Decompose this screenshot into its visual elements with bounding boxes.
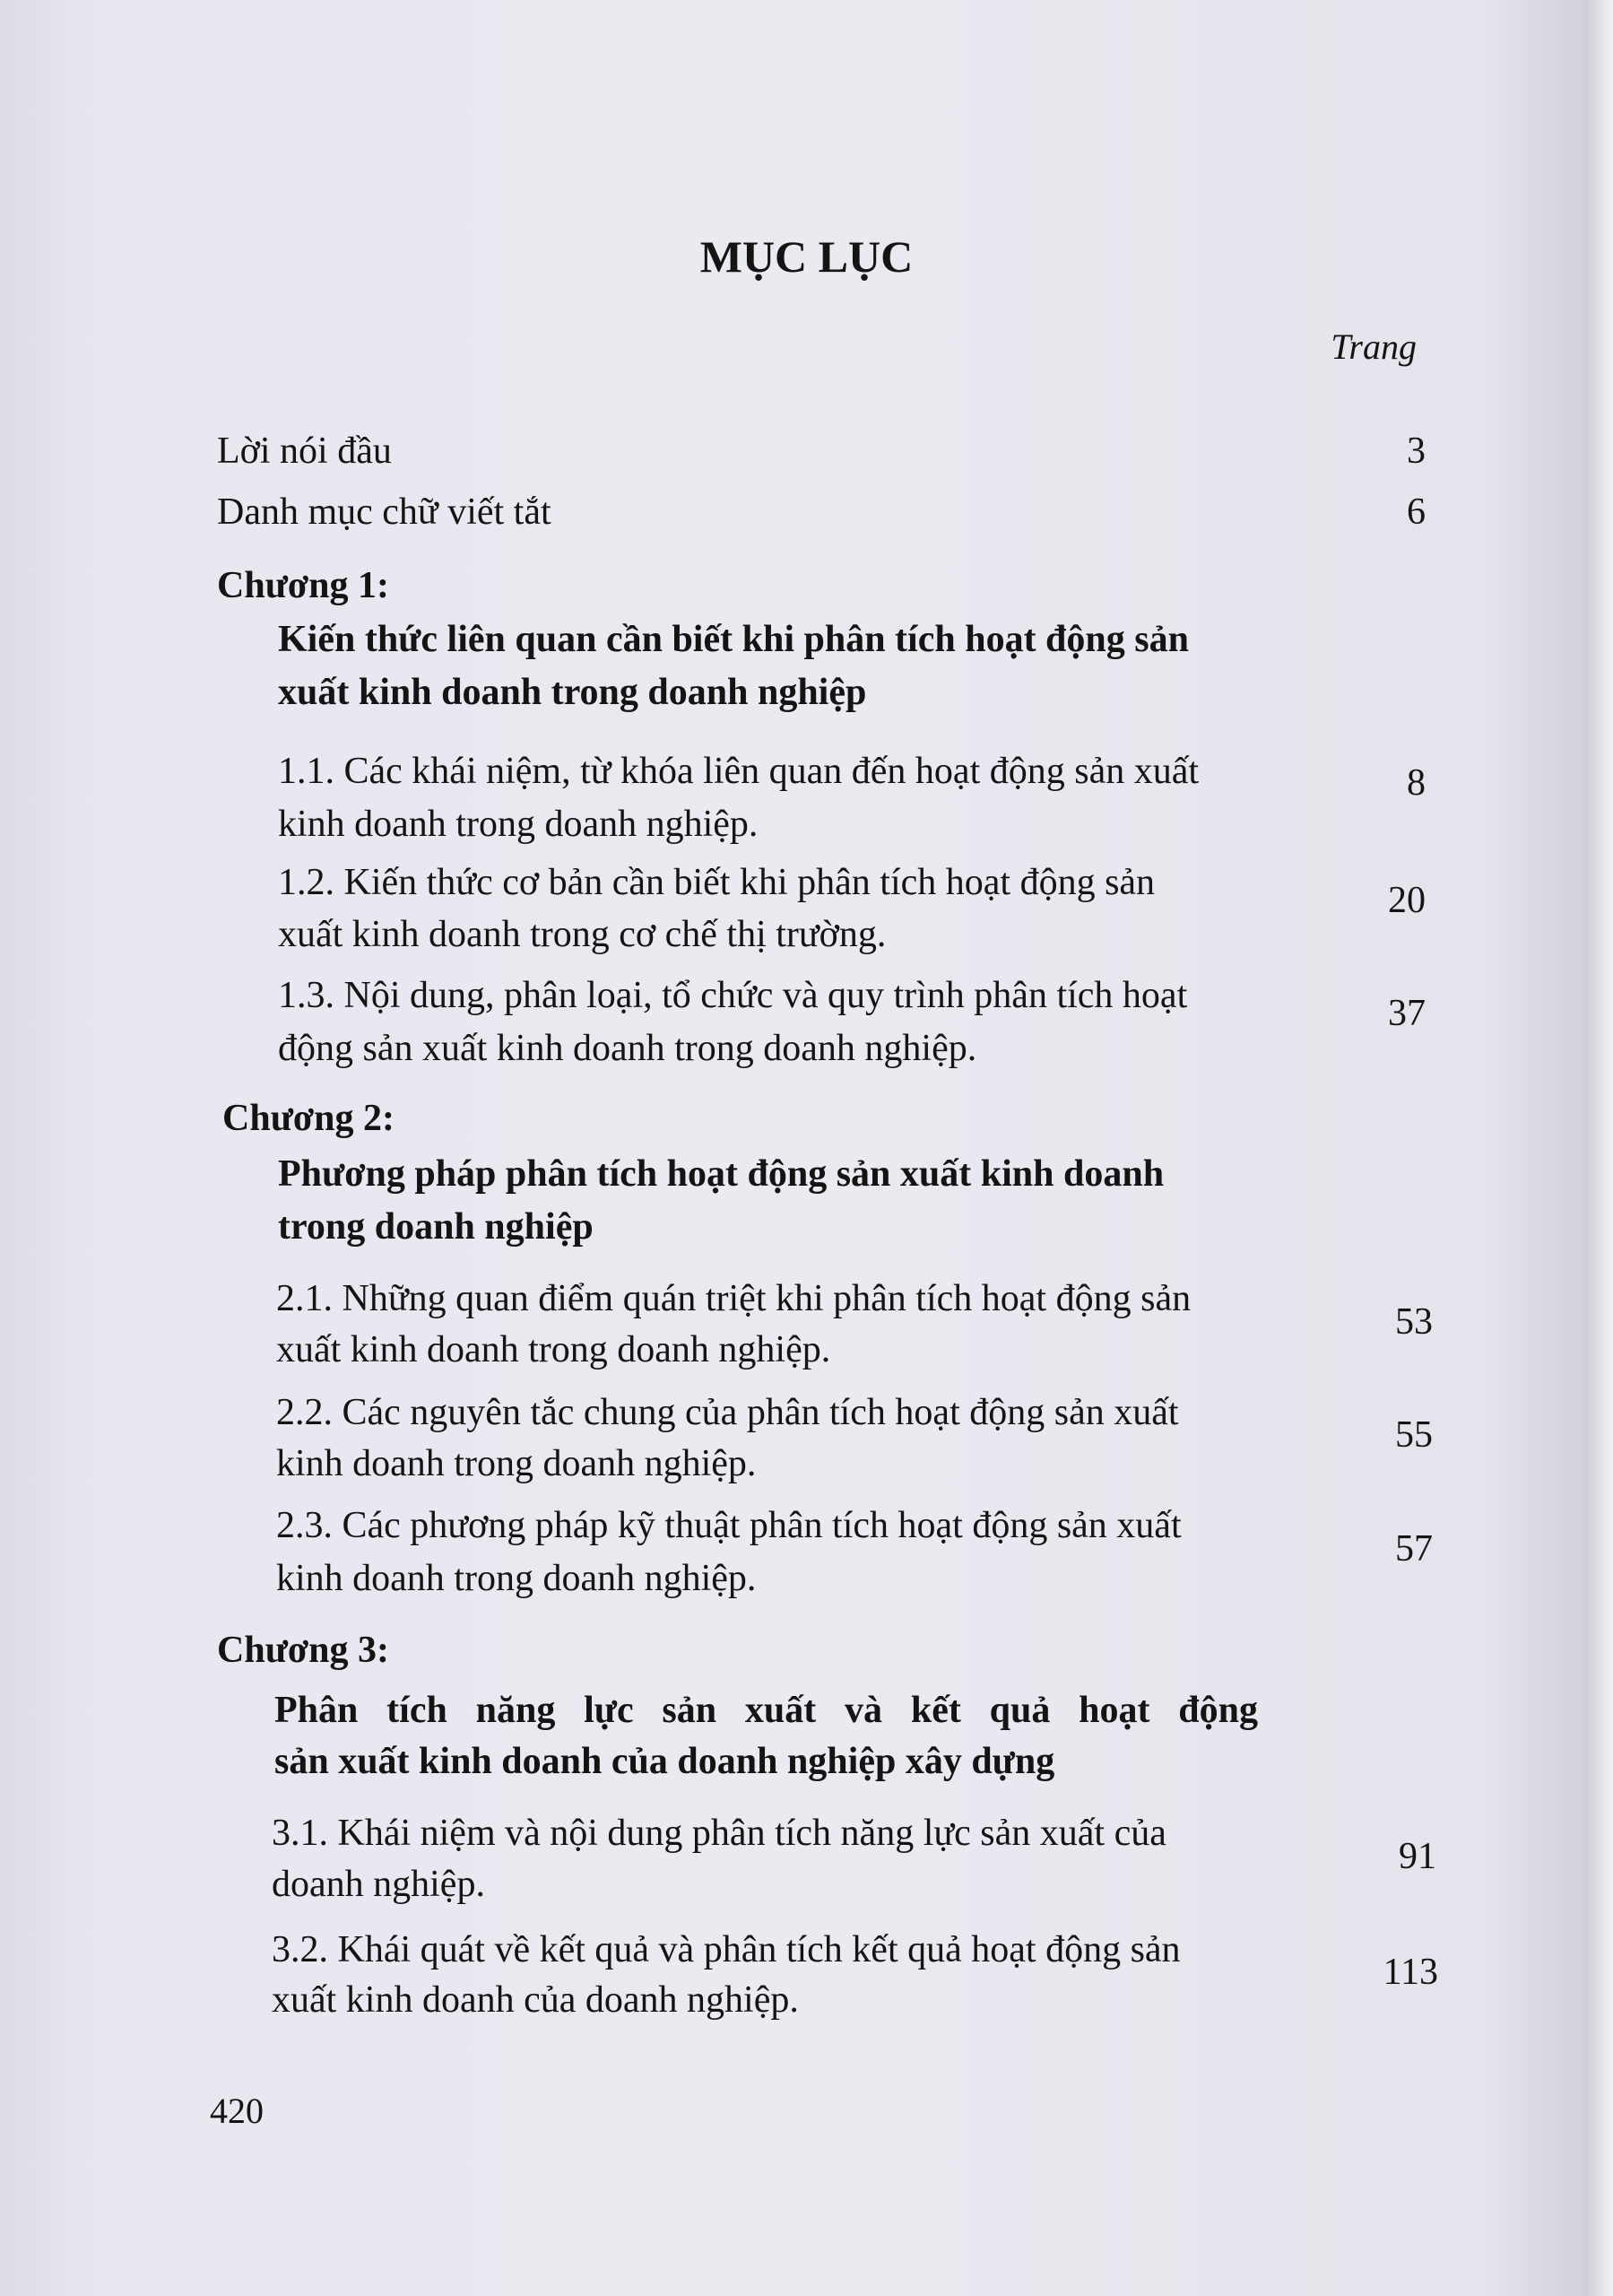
toc-entry-foreword: Lời nói đầu (217, 430, 392, 472)
section-line: 2.2. Các nguyên tắc chung của phân tích hoạt động sản xuất (276, 1392, 1179, 1433)
toc-page-number: 37 (1388, 993, 1426, 1034)
toc-page-number: 6 (1407, 491, 1426, 533)
chapter-heading-line: Phương pháp phân tích hoạt động sản xuất kinh doanh (278, 1153, 1165, 1195)
section-line: 3.1. Khái niệm và nội dung phân tích năng lực sản xuất của (272, 1813, 1166, 1854)
section-line: doanh nghiệp. (272, 1864, 485, 1905)
toc-entry-abbreviations: Danh mục chữ viết tắt (217, 491, 551, 533)
section-line: kinh doanh trong doanh nghiệp. (278, 804, 759, 845)
toc-page-number: 20 (1388, 880, 1426, 921)
chapter-heading-line: xuất kinh doanh trong doanh nghiệp (278, 672, 867, 713)
section-line: xuất kinh doanh của doanh nghiệp. (272, 1979, 799, 2021)
toc-page-number: 3 (1407, 430, 1426, 472)
chapter-heading-line: Kiến thức liên quan cần biết khi phân tích hoạt động sản (278, 619, 1189, 660)
chapter-label: Chương 3: (217, 1630, 389, 1671)
section-line: xuất kinh doanh trong doanh nghiệp. (276, 1329, 831, 1370)
toc-page-number: 8 (1407, 762, 1426, 804)
toc-page-number: 91 (1399, 1836, 1436, 1877)
section-line: 1.3. Nội dung, phân loại, tổ chức và quy trình phân tích hoạt (278, 975, 1188, 1016)
section-line: kinh doanh trong doanh nghiệp. (276, 1443, 757, 1484)
chapter-label: Chương 1: (217, 565, 389, 606)
toc-title: MỤC LỤC (699, 231, 914, 282)
page-column-label: Trang (1331, 326, 1417, 367)
section-line: 3.2. Khái quát về kết quả và phân tích kết quả hoạt động sản (272, 1929, 1181, 1970)
section-line: 2.1. Những quan điểm quán triệt khi phân tích hoạt động sản (276, 1278, 1192, 1319)
section-line: 1.1. Các khái niệm, từ khóa liên quan đến hoạt động sản xuất (278, 751, 1200, 792)
chapter-heading-line: sản xuất kinh doanh của doanh nghiệp xây dựng (274, 1741, 1055, 1782)
toc-page-number: 55 (1395, 1414, 1433, 1456)
section-line: động sản xuất kinh doanh trong doanh nghiệp. (278, 1028, 977, 1069)
section-line: xuất kinh doanh trong cơ chế thị trường. (278, 914, 887, 955)
chapter-label: Chương 2: (222, 1098, 395, 1139)
section-line: 2.3. Các phương pháp kỹ thuật phân tích hoạt động sản xuất (276, 1505, 1182, 1546)
page-folio-number: 420 (210, 2091, 264, 2131)
chapter-heading-line: trong doanh nghiệp (278, 1206, 594, 1248)
page-edge (1586, 0, 1613, 2296)
section-line: kinh doanh trong doanh nghiệp. (276, 1558, 757, 1599)
toc-page-number: 113 (1383, 1952, 1438, 1993)
section-line: 1.2. Kiến thức cơ bản cần biết khi phân tích hoạt động sản (278, 862, 1156, 903)
chapter-heading-line: Phân tích năng lực sản xuất và kết quả hoạt động (274, 1690, 1258, 1731)
toc-page-number: 57 (1395, 1528, 1433, 1570)
toc-page-number: 53 (1395, 1301, 1433, 1343)
